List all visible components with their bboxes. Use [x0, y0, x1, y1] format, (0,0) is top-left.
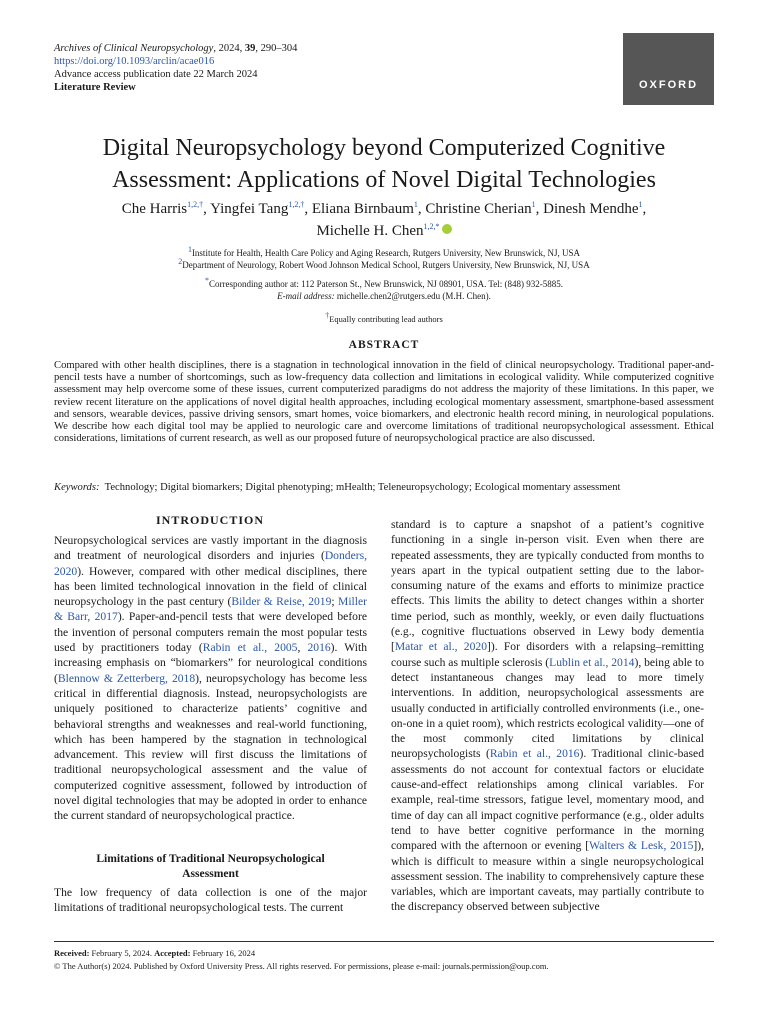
- citation-link[interactable]: 2016: [307, 641, 331, 655]
- author-affiliation-marker[interactable]: 1,2,†: [187, 200, 204, 209]
- email-label: E-mail address:: [277, 290, 335, 301]
- author-name: Dinesh Mendhe: [543, 201, 639, 217]
- body-text: ), being able to detect instantaneous changes may lead to more timely interventions. In addition, neuropsychological assessments are usually conducted in artificially controlled environments (i.e., one-on-one in a quiet room), which restricts ecological validity—one of the most commonly cited limitations by clinical neuropsychologists (: [391, 655, 704, 761]
- accepted-label: Accepted:: [154, 948, 191, 958]
- limitations-subheading-line-2: Assessment: [182, 867, 239, 880]
- author-name: Michelle H. Chen: [316, 223, 424, 239]
- affiliation-2-text: Department of Neurology, Robert Wood Johnson Medical School, Rutgers University, New Brunswick, NJ, USA: [182, 259, 590, 270]
- author-name: Che Harris: [121, 201, 188, 217]
- citation-link[interactable]: Blennow & Zetterberg, 2018: [57, 671, 196, 685]
- equal-contribution-note: [40, 311, 728, 326]
- citation-link[interactable]: Rabin et al., 2016: [489, 747, 580, 761]
- author-affiliation-marker[interactable]: 1: [531, 200, 536, 209]
- author-affiliation-marker[interactable]: 1: [638, 200, 643, 209]
- article-title: [40, 132, 728, 196]
- body-text: ]). For disorders with a relapsing–remitting course such as multiple sclerosis (: [391, 640, 704, 669]
- author-affiliation-marker[interactable]: 1,2,†: [288, 200, 305, 209]
- journal-volume: 39: [244, 43, 256, 54]
- author-name: Eliana Birnbaum: [311, 201, 414, 217]
- orcid-icon[interactable]: [442, 224, 452, 234]
- author-separator: ,: [304, 201, 312, 217]
- author-separator: ,: [535, 201, 544, 217]
- copyright-notice: © The Author(s) 2024. Published by Oxford University Press. All rights reserved. For permissions, please e-mail: journals.permission@oup.com.: [54, 961, 549, 971]
- body-text: ). However, compared with other medical disciplines, there has been limited technological innovation in the field of clinical neuropsychology in the past century (: [54, 564, 367, 609]
- citation-link[interactable]: Lublin et al., 2014: [549, 655, 635, 669]
- affiliation-2-number: 2: [178, 256, 183, 266]
- author-separator: ,: [642, 201, 647, 217]
- citation-link[interactable]: Miller & Barr, 2017: [54, 595, 367, 624]
- journal-header: [54, 42, 297, 94]
- body-text: standard is to capture a snapshot of a patient’s cognitive functioning in a single in-person visit. Even when there are repeated assessments, they are typically conducted from months to years apart in the typical outpatient setting due to the labor-consuming nature of the exams and efforts to minimize practice effects. This limits the ability to detect changes within a shorter time period, such as monthly, weekly, or even daily fluctuations (e.g., cognitive fluctuations observed in Lewy body dementia [: [391, 518, 704, 654]
- abstract-heading: ABSTRACT: [348, 339, 420, 351]
- article-title-line-2: Assessment: Applications of Novel Digital Technologies: [112, 167, 656, 193]
- author-affiliation-marker[interactable]: 1,2,*: [423, 222, 440, 231]
- corresponding-author-text: Corresponding author at: 112 Paterson St., New Brunswick, NJ 08901, USA. Tel: (848) 932-5885.: [208, 279, 564, 289]
- author-separator: ,: [417, 201, 426, 217]
- affiliation-1: [40, 245, 728, 260]
- body-text: ). Traditional clinic-based assessments do not account for contextual factors or elucidate cause-and-effect relationships among clinical variables. For example, real-time stressors, fatigue level, momentary mood, and time of day can all impact cognitive performance (e.g., older adults tend to have better cognitive performance in the morning compared with the afternoon or evening [: [391, 747, 704, 853]
- abstract-text: Compared with other health disciplines, there is a stagnation in technological innovation in the field of clinical neuropsychology. Traditional paper-and-pencil tests have a number of shortcomings, such as low-frequency data collection and limitations in ecological validity. While computerized cognitive assessment may help overcome some of these issues, current computerized paradigms do not address the majority of these limitations. In this paper, we review recent literature on the applications of novel digital health approaches, including ecological momentary assessment, smartphone-based assessment and sensors, wearable devices, passive driving sensors, smart homes, voice biomarkers, and electronic health record mining, in neurological populations. We describe how each digital tool may be applied to neurologic care and overcome limitations of traditional neuropsychological assessment. Ethical considerations, limitations of current research, as well as our proposed future of neuropsychological practice are also discussed.: [54, 360, 714, 445]
- citation-link[interactable]: Donders, 2020: [54, 549, 367, 578]
- oxford-logo[interactable]: [623, 33, 714, 105]
- oxford-logo-text: OXFORD: [638, 79, 699, 91]
- limitations-paragraph-start: The low frequency of data collection is one of the major limitations of traditional neuropsychological tests. The current: [54, 886, 367, 915]
- received-date: February 5, 2024.: [89, 948, 155, 958]
- introduction-paragraph-1: [54, 533, 367, 824]
- affiliation-1-number: 1: [187, 245, 192, 254]
- keywords: [54, 482, 714, 493]
- keywords-list: Technology; Digital biomarkers; Digital phenotyping; mHealth; Teleneuropsychology; Ecological momentary assessment: [104, 482, 621, 493]
- corresponding-mark: *: [204, 276, 209, 285]
- body-text: ). With increasing emphasis on “biomarkers” for neurological conditions (: [54, 641, 368, 685]
- citation-link[interactable]: Bilder & Reise, 2019: [231, 595, 332, 609]
- author-name: Yingfei Tang: [210, 201, 289, 217]
- equal-contribution-text: Equally contributing lead authors: [329, 314, 443, 324]
- author-name: Christine Cherian: [425, 201, 532, 217]
- limitations-subheading-line-1: Limitations of Traditional Neuropsychological: [96, 852, 325, 865]
- article-title-line-1: Digital Neuropsychology beyond Computerized Cognitive: [102, 135, 666, 161]
- citation-link[interactable]: Matar et al., 2020: [394, 640, 487, 654]
- advance-access-date: Advance access publication date 22 March 2024: [54, 69, 258, 80]
- corresponding-author: [40, 276, 728, 291]
- journal-pages: , 290–304: [255, 43, 298, 54]
- citation-link[interactable]: Rabin et al., 2005: [202, 641, 298, 655]
- author-affiliation-marker[interactable]: 1: [413, 200, 418, 209]
- body-text: ;: [331, 595, 339, 609]
- body-text: ). Paper-and-pencil tests that were developed before the invention of personal computers remain the most popular tests used by practitioners today (: [54, 610, 367, 655]
- author-list: [40, 198, 728, 242]
- email-address[interactable]: michelle.chen2@rutgers.edu (M.H. Chen).: [334, 290, 491, 301]
- limitations-subheading: [54, 851, 367, 881]
- author-separator: ,: [203, 201, 211, 217]
- body-text: ), neuropsychology has become less critical in differential diagnosis. Instead, neuropsychologists are uniquely positioned to characterize patients’ cognitive and behavioral strengths and weaknesses and real-world functioning, which has been hampered by the stagnation in technological advancement. This review will first discuss the limitations of traditional neuropsychological assessment and the value of computerized cognitive assessment, followed by introduction of novel digital technologies that may be adopted in order to enhance the current standard of neuropsychological practice.: [54, 671, 367, 823]
- keywords-label: Keywords:: [54, 482, 100, 493]
- introduction-heading: INTRODUCTION: [155, 513, 264, 527]
- limitations-paragraph-continued: [391, 517, 704, 915]
- doi-link[interactable]: https://doi.org/10.1093/arclin/acae016: [54, 56, 215, 67]
- received-label: Received:: [54, 948, 90, 958]
- corresponding-email: [40, 291, 728, 303]
- received-dates: [54, 948, 255, 959]
- article-type: Literature Review: [54, 82, 136, 93]
- journal-name: Archives of Clinical Neuropsychology: [54, 43, 214, 54]
- journal-year: , 2024,: [213, 43, 245, 54]
- citation-link[interactable]: Walters & Lesk, 2015: [589, 839, 694, 853]
- equal-mark: †: [325, 311, 330, 321]
- affiliation-2: [40, 256, 728, 272]
- journal-citation: [54, 42, 297, 55]
- body-text: ,: [297, 641, 308, 655]
- affiliation-1-text: Institute for Health, Health Care Policy and Aging Research, Rutgers University, New Brunswick, NJ, USA: [191, 248, 581, 258]
- footer-divider: [54, 941, 714, 942]
- accepted-date: February 16, 2024: [190, 948, 256, 958]
- body-text: ]), which is difficult to measure within a single neuropsychological assessment session. The inability to comprehensively capture these variables, which are important caveats, may partially contribute to the discrepancy observed between subjective: [391, 839, 704, 914]
- body-text: Neuropsychological services are vastly important in the diagnosis and treatment of neurological disorders and injuries (: [54, 534, 367, 563]
